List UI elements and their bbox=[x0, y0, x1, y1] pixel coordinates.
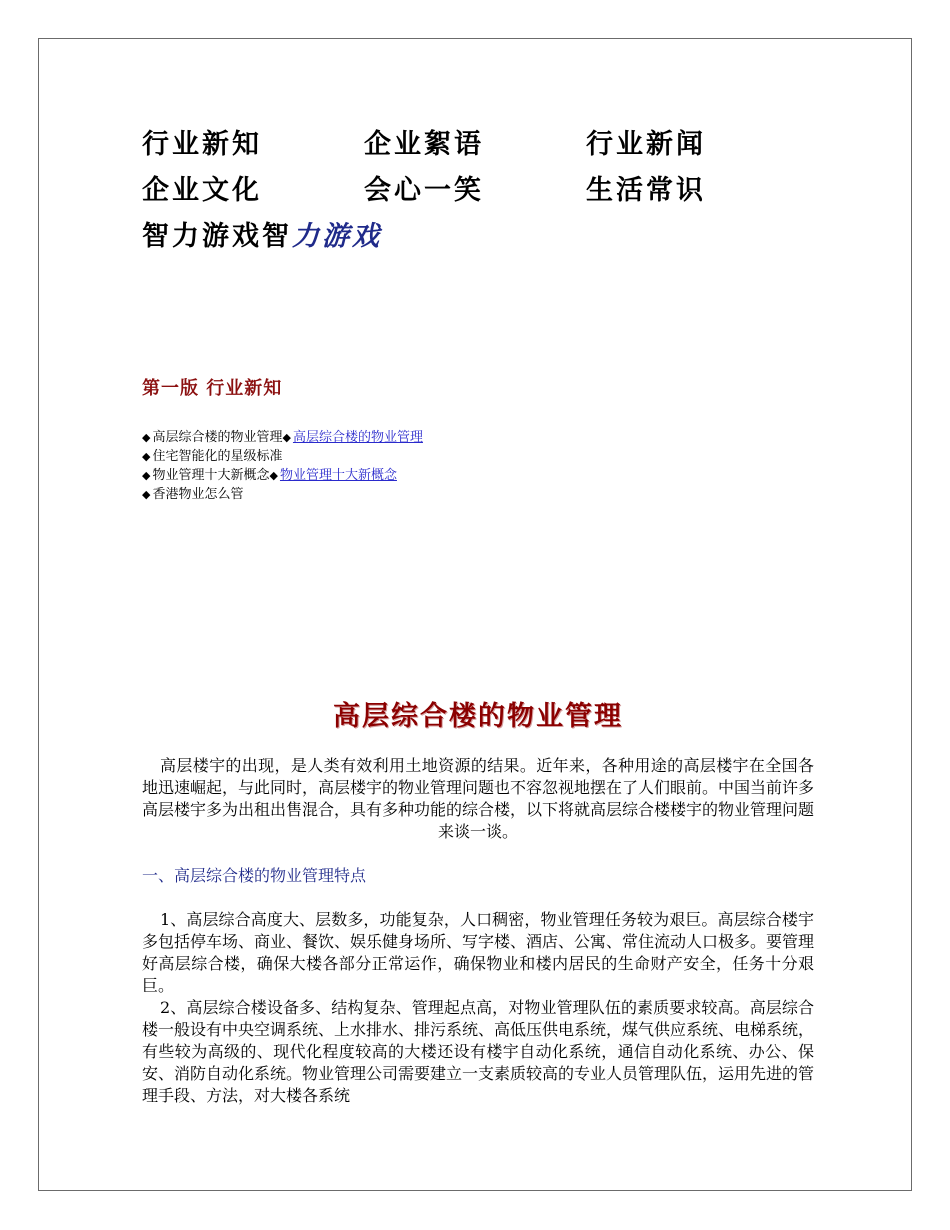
toc-item bbox=[142, 428, 814, 447]
nav-row-1 bbox=[142, 118, 814, 164]
article-title: 高层综合楼的物业管理 bbox=[333, 701, 623, 732]
nav-link-puzzle-games[interactable] bbox=[142, 214, 382, 253]
article-paragraph-1: 1、高层综合高度大、层数多，功能复杂，人口稠密，物业管理任务较为艰巨。高层综合楼宇多包括停车场、商业、餐饮、娱乐健身场所、写字楼、酒店、公寓、常住流动人口极多。要管理好高层综合楼，确保大楼各部分正常运作，确保物业和楼内居民的生命财产安全，任务十分艰巨。 bbox=[142, 910, 815, 995]
toc-item-text: 香港物业怎么管 bbox=[152, 487, 244, 502]
nav-link-enterprise-talk[interactable]: 企业絮语 bbox=[364, 128, 484, 160]
table-of-contents bbox=[142, 428, 814, 504]
nav-game-text: 智力游戏 bbox=[142, 220, 262, 252]
diamond-bullet-icon: ◆ bbox=[142, 488, 151, 501]
nav-link-industry-knowledge[interactable]: 行业新知 bbox=[142, 128, 262, 160]
diamond-bullet-icon: ◆ bbox=[142, 450, 151, 463]
article-subheading: 一、高层综合楼的物业管理特点 bbox=[142, 866, 367, 885]
nav-link-humor[interactable]: 会心一笑 bbox=[364, 174, 484, 206]
diamond-bullet-icon: ◆ bbox=[282, 431, 291, 444]
page-content bbox=[142, 118, 814, 1107]
section-title: 第一版 行业新知 bbox=[142, 378, 283, 399]
nav-row-2 bbox=[142, 164, 814, 210]
toc-item bbox=[142, 447, 814, 466]
nav-link-life-tips[interactable]: 生活常识 bbox=[586, 174, 706, 206]
nav-game-text-repeat: 智 bbox=[262, 220, 292, 252]
article-intro: 高层楼宇的出现，是人类有效利用土地资源的结果。近年来，各种用途的高层楼宇在全国各地迅速崛起，与此同时，高层楼宇的物业管理问题也不容忽视地摆在了人们眼前。中国当前许多高层楼宇多为出租出售混合，具有多种功能的综合楼，以下将就高层综合楼楼宇的物业管理问题来谈一谈。 bbox=[142, 756, 815, 841]
toc-item-text: 住宅智能化的星级标准 bbox=[152, 449, 283, 464]
toc-link-highrise-management[interactable]: 高层综合楼的物业管理 bbox=[292, 430, 423, 445]
toc-item bbox=[142, 485, 814, 504]
toc-item-text: 高层综合楼的物业管理 bbox=[152, 430, 283, 445]
nav-game-text-accent: 力游戏 bbox=[292, 220, 382, 252]
toc-item bbox=[142, 466, 814, 485]
nav-row-3 bbox=[142, 210, 814, 256]
article-paragraph-2: 2、高层综合楼设备多、结构复杂、管理起点高，对物业管理队伍的素质要求较高。高层综合楼一般设有中央空调系统、上水排水、排污系统、高低压供电系统，煤气供应系统、电梯系统，有些较为高级的、现代化程度较高的大楼还设有楼宇自动化系统，通信自动化系统、办公、保安、消防自动化系统。物业管理公司需要建立一支素质较高的专业人员管理队伍，运用先进的管理手段、方法，对大楼各系统 bbox=[142, 998, 815, 1105]
diamond-bullet-icon: ◆ bbox=[142, 469, 151, 482]
diamond-bullet-icon: ◆ bbox=[142, 431, 151, 444]
toc-link-ten-concepts[interactable]: 物业管理十大新概念 bbox=[279, 468, 397, 483]
toc-item-text: 物业管理十大新概念 bbox=[152, 468, 270, 483]
nav-link-industry-news[interactable]: 行业新闻 bbox=[586, 128, 706, 160]
diamond-bullet-icon: ◆ bbox=[269, 469, 278, 482]
nav-link-enterprise-culture[interactable]: 企业文化 bbox=[142, 174, 262, 206]
